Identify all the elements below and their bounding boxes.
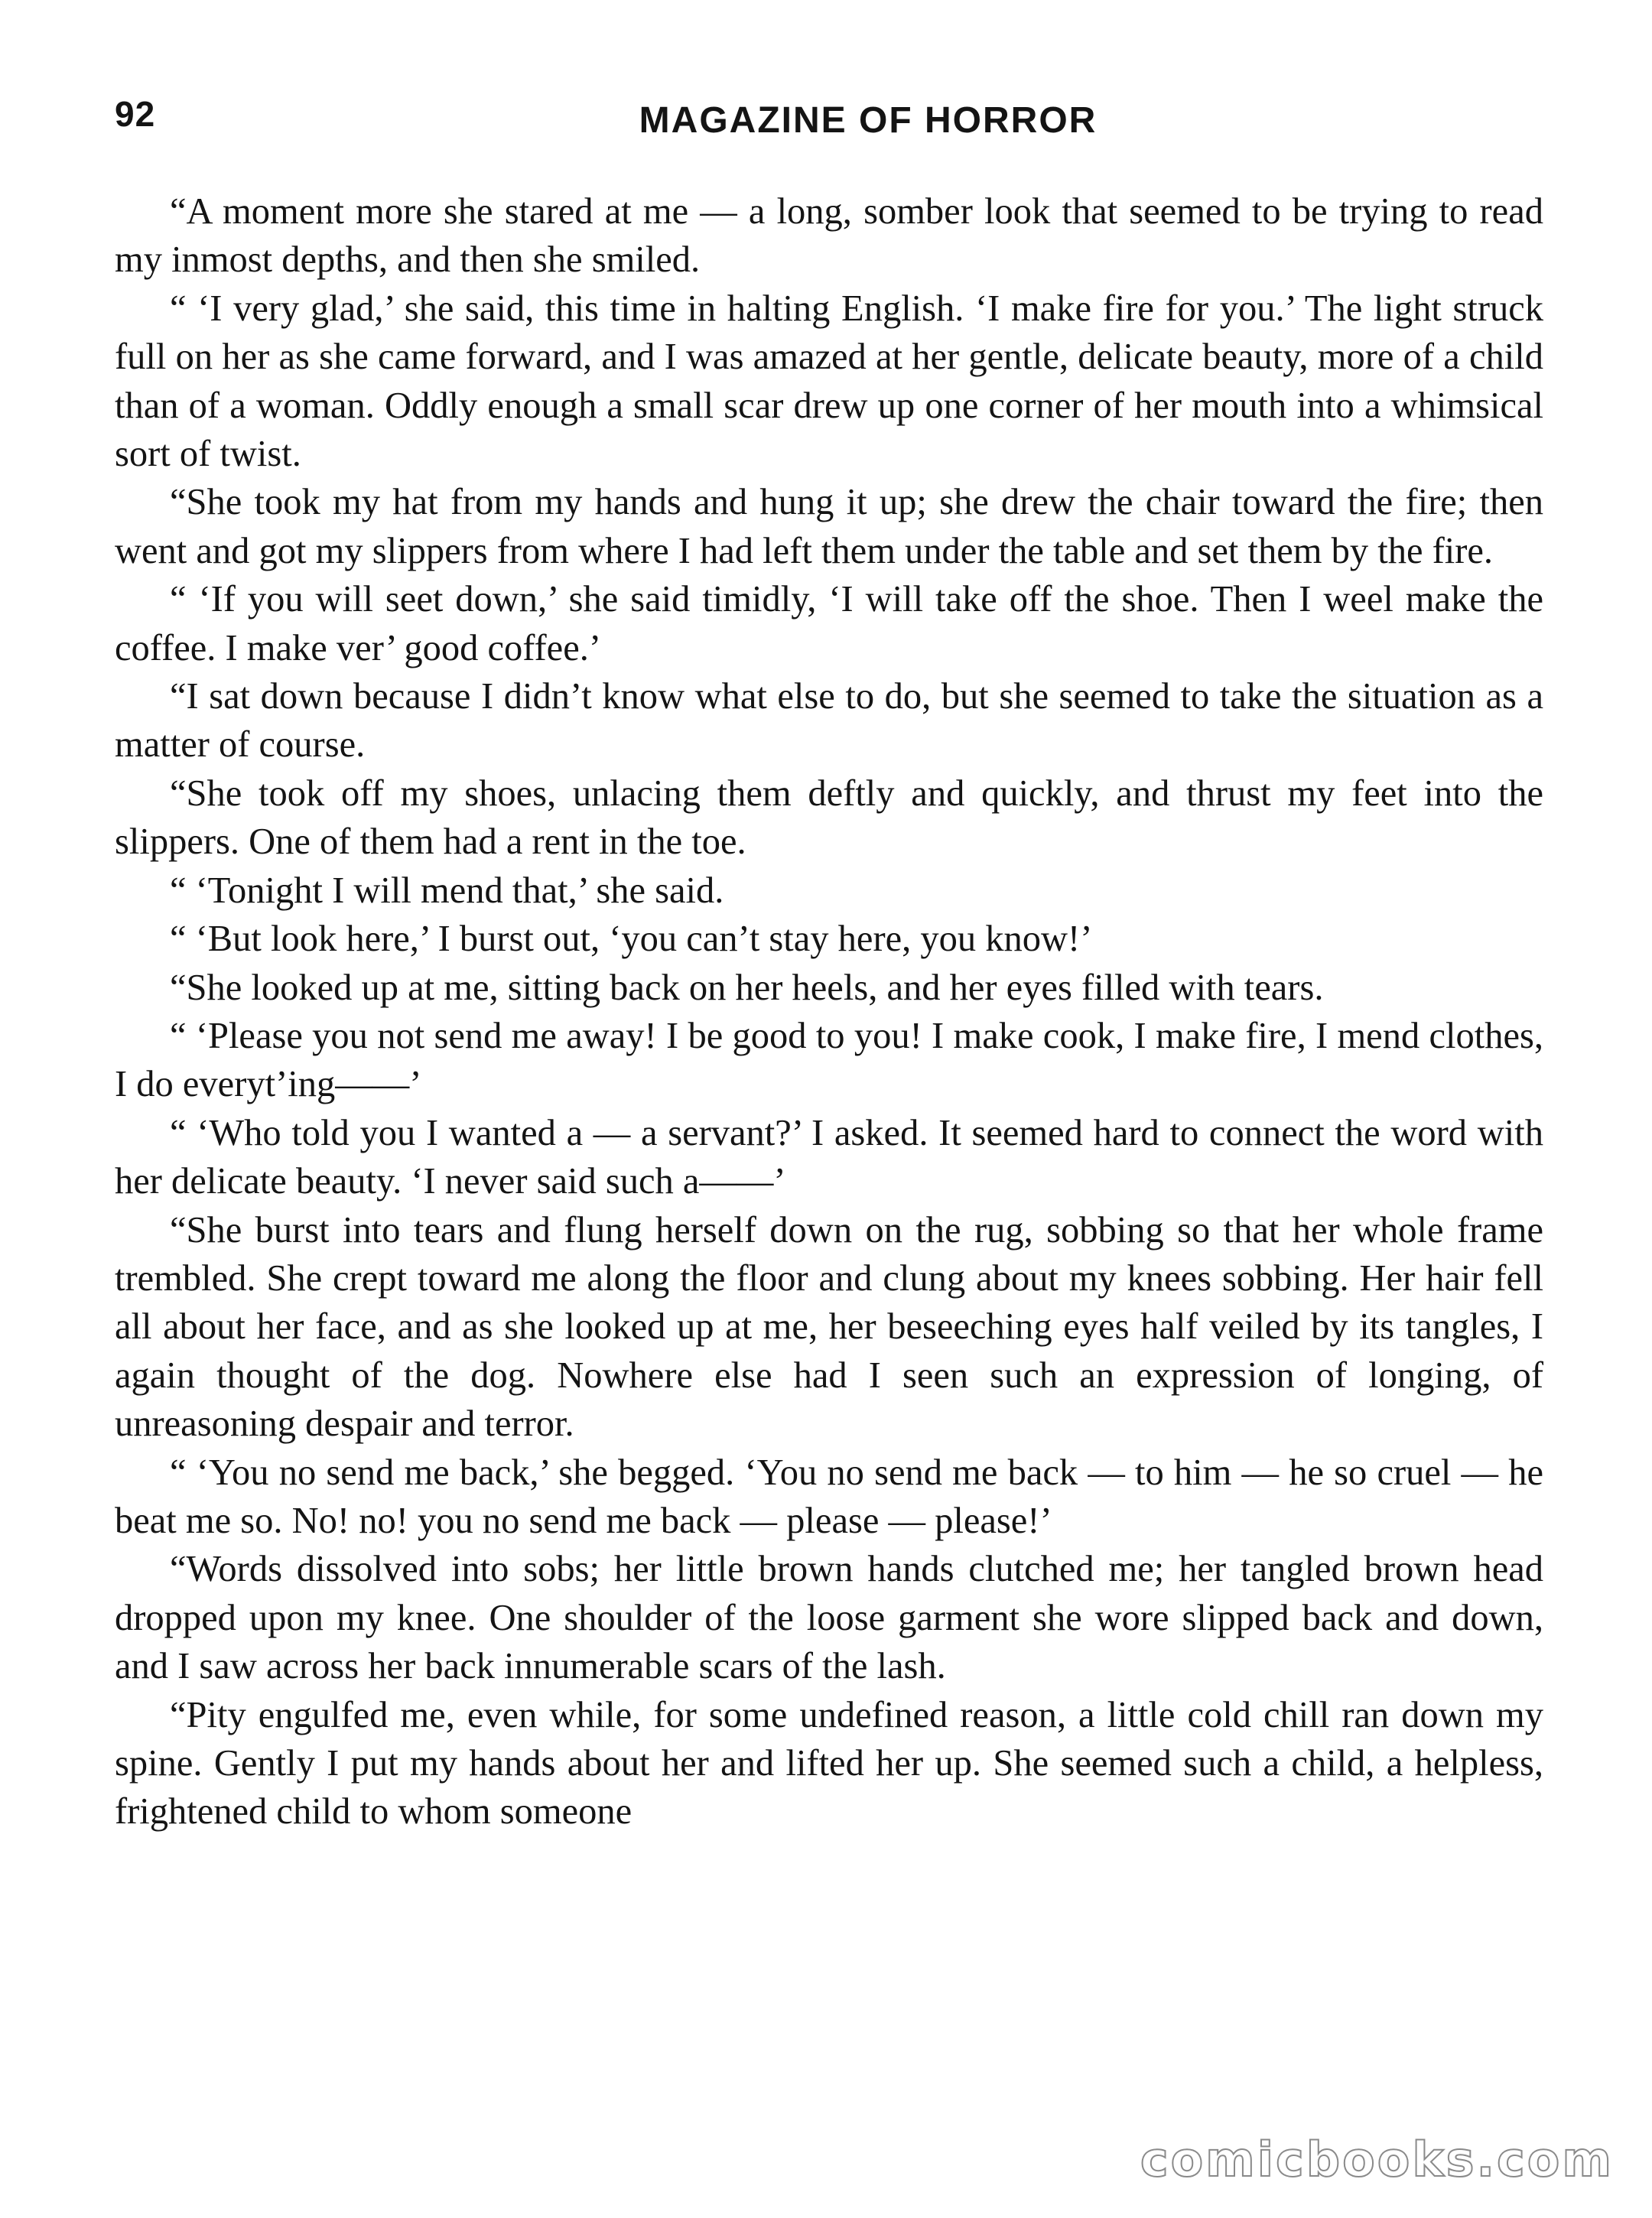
paragraph: “ ‘I very glad,’ she said, this time in halting English. ‘I make fire for you.’ The light struck full on her as she came forward, and I was amazed at her gentle, delicate beauty, more of a child than of a woman. Oddly enough a small scar drew up one corner of her mouth into a whimsical sort of twist. [115, 288, 1543, 475]
paragraph: “She took off my shoes, unlacing them deftly and quickly, and thrust my feet into the slippers. One of them had a rent in the toe. [115, 772, 1543, 863]
paragraph: “She took my hat from my hands and hung it up; she drew the chair toward the fire; then went and got my slippers from where I had left them under the table and set them by the fire. [115, 482, 1543, 571]
site-watermark: comicbooks.com [1140, 2132, 1614, 2187]
running-title: MAGAZINE OF HORROR [639, 100, 1098, 141]
paragraph: “Words dissolved into sobs; her little brown hands clutched me; her tangled brown head dropped upon my knee. One shoulder of the loose garment she wore slipped back and down, and I saw across her back innumerable scars of the lash. [115, 1549, 1543, 1687]
paragraph: “ ‘If you will seet down,’ she said timidly, ‘I will take off the shoe. Then I weel make the coffee. I make ver’ good coffee.’ [115, 579, 1543, 668]
paragraph: “ ‘Please you not send me away! I be good to you! I make cook, I make fire, I mend clothes, I do everyt’ing——’ [115, 1015, 1543, 1105]
paragraph: “ ‘Tonight I will mend that,’ she said. [170, 870, 724, 911]
paragraph: “ ‘Who told you I wanted a — a servant?’ I asked. It seemed hard to connect the word with her delicate beauty. ‘I never said such a——’ [115, 1112, 1543, 1202]
page-number: 92 [115, 94, 156, 134]
paragraph: “She burst into tears and flung herself down on the rug, sobbing so that her whole frame trembled. She crept toward me along the floor and clung about my knees sobbing. Her hair fell all about her face, and as she looked up at me, her beseeching eyes half veiled by its tangles, I again thought of the dog. Nowhere else had I seen such an expression of longing, of unreasoning despair and terror. [115, 1209, 1543, 1445]
paragraph: “She looked up at me, sitting back on her heels, and her eyes filled with tears. [170, 967, 1324, 1008]
paragraph: “ ‘You no send me back,’ she begged. ‘You no send me back — to him — he so cruel — he beat me so. No! no! you no send me back — please — please!’ [115, 1452, 1543, 1541]
story-body [115, 187, 1543, 1836]
paragraph: “I sat down because I didn’t know what else to do, but she seemed to take the situation as a matter of course. [115, 676, 1543, 766]
paragraph: “Pity engulfed me, even while, for some undefined reason, a little cold chill ran down my spine. Gently I put my hands about her and lifted her up. She seemed such a child, a helpless, frightened child to whom someone [115, 1694, 1543, 1833]
paragraph: “ ‘But look here,’ I burst out, ‘you can’t stay here, you know!’ [170, 919, 1093, 960]
paragraph: “A moment more she stared at me — a long, somber look that seemed to be trying to read my inmost depths, and then she smiled. [115, 191, 1543, 281]
